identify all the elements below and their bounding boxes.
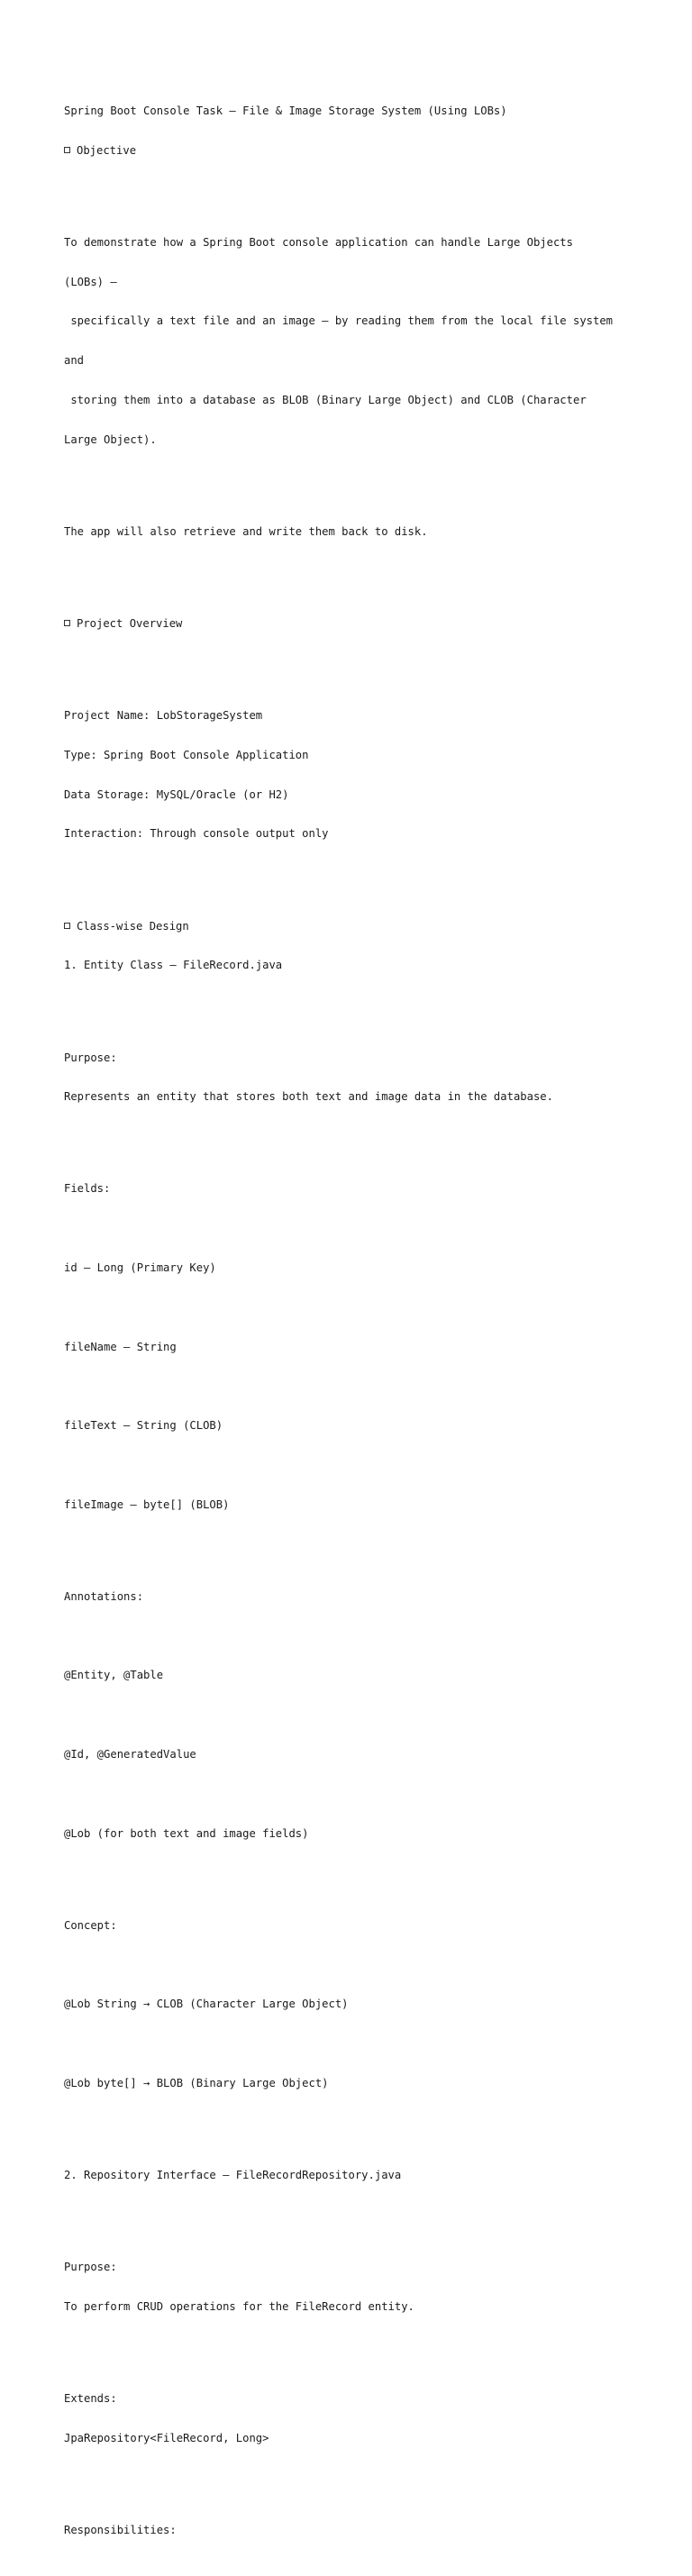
overview-line: Interaction: Through console output only <box>64 827 329 841</box>
field-item: fileImage — byte[] (BLOB) <box>64 1497 230 1511</box>
field-item: fileText — String (CLOB) <box>64 1419 223 1433</box>
objective-heading: Objective <box>64 144 677 158</box>
extends-text: JpaRepository<FileRecord, Long> <box>64 2431 269 2444</box>
objective-line: (LOBs) — <box>64 275 117 288</box>
field-item: id — Long (Primary Key) <box>64 1261 216 1275</box>
overview-line: Project Name: LobStorageSystem <box>64 709 263 723</box>
annotation-item: @Lob (for both text and image fields) <box>64 1826 309 1840</box>
overview-line: Type: Spring Boot Console Application <box>64 748 309 761</box>
responsibilities-label: Responsibilities: <box>64 2524 177 2537</box>
entity-section-title: 1. Entity Class — FileRecord.java <box>64 959 283 972</box>
overview-heading: Project Overview <box>64 617 677 631</box>
objective-line: storing them into a database as BLOB (Binary Large Object) and CLOB (Character <box>64 393 587 406</box>
repo-purpose-label: Purpose: <box>64 2261 117 2274</box>
annotation-item: @Id, @GeneratedValue <box>64 1748 196 1761</box>
objective-line: specifically a text file and an image — by reading them from the local file system <box>64 314 614 328</box>
document-title: Spring Boot Console Task — File & Image Storage System (Using LOBs) <box>64 104 507 117</box>
bullet-box-icon <box>64 620 70 626</box>
fields-label: Fields: <box>64 1182 111 1196</box>
document-body <box>64 65 677 2576</box>
purpose-text: Represents an entity that stores both text and image data in the database. <box>64 1090 553 1104</box>
design-heading: Class-wise Design <box>64 920 677 933</box>
bullet-box-icon <box>64 923 70 929</box>
repository-section-title: 2. Repository Interface — FileRecordRepository.java <box>64 2169 402 2181</box>
objective-retrieve-text: The app will also retrieve and write them back to disk. <box>64 524 428 538</box>
objective-line: Large Object). <box>64 432 157 446</box>
annotations-label: Annotations: <box>64 1589 144 1603</box>
field-item: fileName — String <box>64 1340 177 1353</box>
objective-line: To demonstrate how a Spring Boot console application can handle Large Objects <box>64 235 573 249</box>
extends-label: Extends: <box>64 2392 117 2406</box>
purpose-label: Purpose: <box>64 1051 117 1064</box>
bullet-box-icon <box>64 147 70 153</box>
concept-label: Concept: <box>64 1918 117 1932</box>
concept-item: @Lob byte[] → BLOB (Binary Large Object) <box>64 2076 329 2089</box>
annotation-item: @Entity, @Table <box>64 1669 164 1682</box>
concept-item: @Lob String → CLOB (Character Large Object) <box>64 1998 349 2011</box>
overview-line: Data Storage: MySQL/Oracle (or H2) <box>64 787 289 801</box>
repo-purpose-text: To perform CRUD operations for the FileRecord entity. <box>64 2299 414 2313</box>
objective-line: and <box>64 354 85 368</box>
